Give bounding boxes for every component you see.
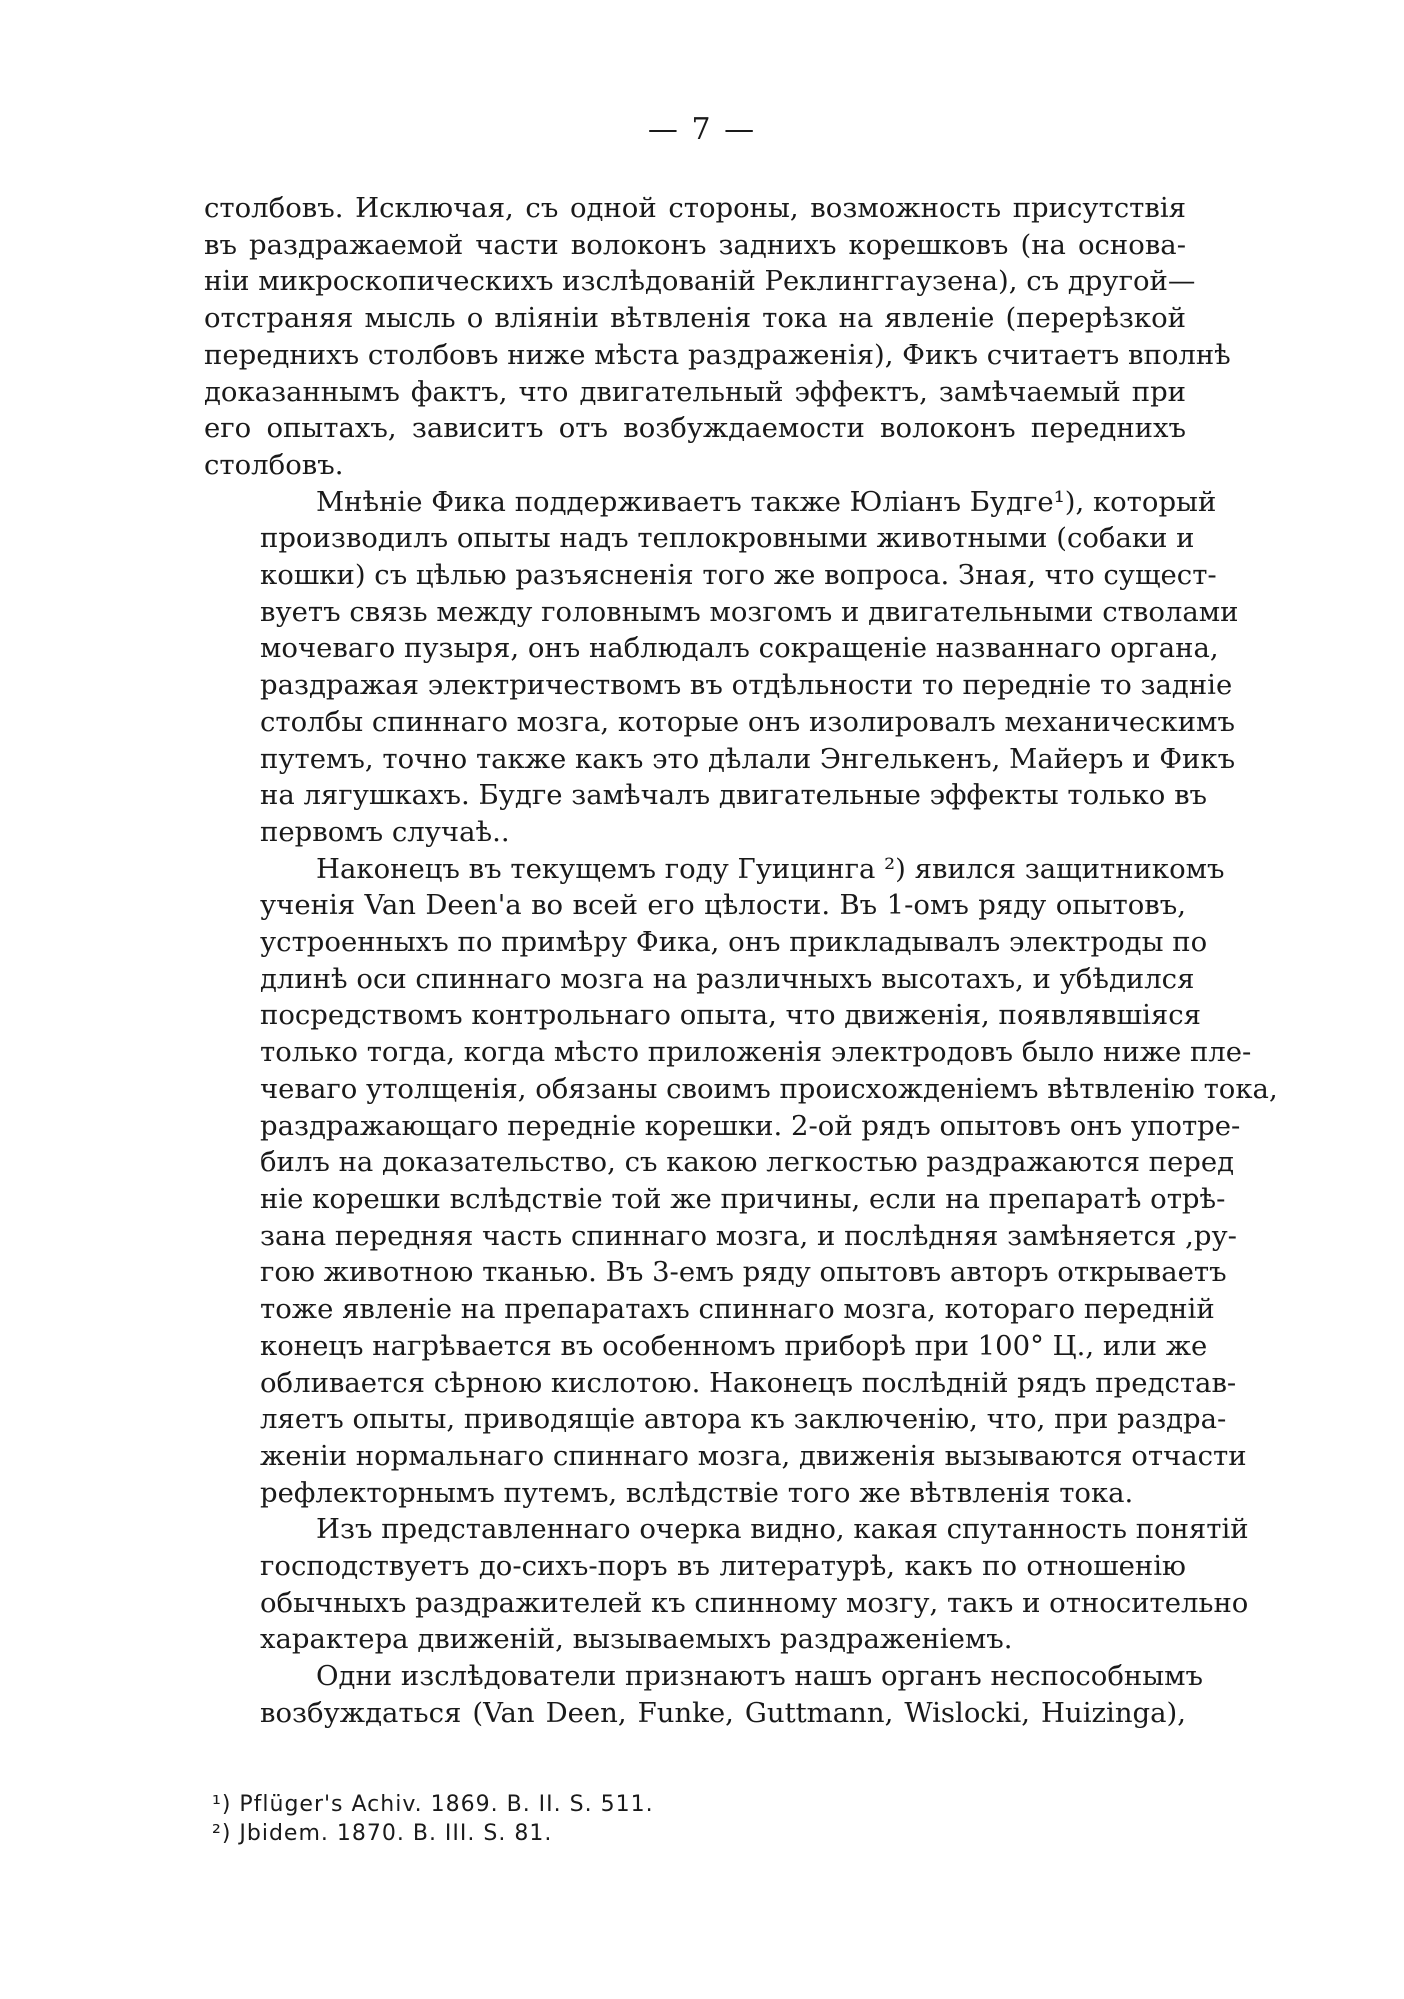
text-line: его опытахъ, зависитъ отъ возбуждаемости волоконъ переднихъ xyxy=(204,412,1186,445)
text-line: господствуетъ до-сихъ-поръ въ литературѣ, какъ по отношенію xyxy=(260,1550,1186,1583)
text-line: ніи микроскопическихъ изслѣдованій Реклинггаузена), съ другой— xyxy=(204,265,1196,298)
text-line: чеваго утолщенія, обязаны своимъ происхожденіемъ вѣтвленію тока, xyxy=(260,1072,1278,1105)
text-line: вуетъ связь между головнымъ мозгомъ и двигательными стволами xyxy=(260,595,1239,628)
text-line: возбуждаться (Van Deen, Funke, Guttmann, Wislocki, Huizinga), xyxy=(260,1696,1186,1729)
footnotes xyxy=(212,1790,1112,1848)
text-line: женіи нормальнаго спиннаго мозга, движенія вызываются отчасти xyxy=(260,1439,1247,1472)
paragraph-4 xyxy=(204,1511,1249,1658)
text-line: только тогда, когда мѣсто приложенія электродовъ было ниже пле- xyxy=(260,1036,1252,1069)
text-line: отстраняя мысль о вліяніи вѣтвленія тока на явленіе (перерѣзкой xyxy=(204,302,1186,335)
paragraph-5 xyxy=(204,1658,1203,1731)
text-line: конецъ нагрѣвается въ особенномъ приборѣ при 100° Ц., или же xyxy=(260,1329,1208,1362)
text-line: характера движеній, вызываемыхъ раздраженіемъ. xyxy=(260,1623,1013,1656)
text-line: путемъ, точно также какъ это дѣлали Энгелькенъ, Майеръ и Фикъ xyxy=(260,742,1236,775)
text-line: тоже явленіе на препаратахъ спиннаго мозга, котораго передній xyxy=(260,1293,1215,1326)
text-line: обливается сѣрною кислотою. Наконецъ послѣдній рядъ представ- xyxy=(260,1366,1237,1399)
text-line: посредствомъ контрольнаго опыта, что движенія, появлявшіяся xyxy=(260,999,1202,1032)
text-line: ученія Van Deen'а во всей его цѣлости. Въ 1-омъ ряду опытовъ, xyxy=(260,889,1186,922)
footnote-2: ²) Jbidem. 1870. B. III. S. 81. xyxy=(212,1821,553,1846)
paragraph-2 xyxy=(204,484,1239,851)
text-line: столбовъ. xyxy=(204,448,344,481)
text-line: столбовъ. Исключая, съ одной стороны, возможность присутствія xyxy=(204,192,1186,224)
text-line: обычныхъ раздражителей къ спинному мозгу, такъ и относительно xyxy=(260,1586,1249,1619)
text-line: Наконецъ въ текущемъ году Гуицинга ²) явился защитникомъ xyxy=(316,852,1225,885)
text-line: раздражающаго передніе корешки. 2-ой рядъ опытовъ онъ употре- xyxy=(260,1109,1241,1142)
text-line: первомъ случаѣ.. xyxy=(260,815,510,848)
text-line: Мнѣніе Фика поддерживаетъ также Юліанъ Будге¹), который xyxy=(316,485,1217,518)
text-line: Изъ представленнаго очерка видно, какая спутанность понятій xyxy=(316,1513,1249,1546)
text-line: ніе корешки вслѣдствіе той же причины, если на препаратѣ отрѣ- xyxy=(260,1182,1226,1215)
text-line: длинѣ оси спиннаго мозга на различныхъ высотахъ, и убѣдился xyxy=(260,962,1195,995)
text-line: переднихъ столбовъ ниже мѣста раздраженія), Фикъ считаетъ вполнѣ xyxy=(204,338,1231,371)
text-line: устроенныхъ по примѣру Фика, онъ прикладывалъ электроды по xyxy=(260,926,1208,959)
text-line: доказаннымъ фактъ, что двигательный эффектъ, замѣчаемый при xyxy=(204,375,1186,408)
text-line: столбы спиннаго мозга, которые онъ изолировалъ механическимъ xyxy=(260,705,1235,738)
text-line: производилъ опыты надъ теплокровными животными (собаки и xyxy=(260,522,1195,555)
text-line: гою животною тканью. Въ 3-емъ ряду опытовъ авторъ открываетъ xyxy=(260,1256,1227,1289)
text-line: на лягушкахъ. Будге замѣчалъ двигательные эффекты только въ xyxy=(260,779,1208,812)
text-line: мочеваго пузыря, онъ наблюдалъ сокращеніе названнаго органа, xyxy=(260,632,1219,665)
text-line: ляетъ опыты, приводящіе автора къ заключенію, что, при раздра- xyxy=(260,1403,1227,1436)
text-line: кошки) съ цѣлью разъясненія того же вопроса. Зная, что сущест- xyxy=(260,559,1217,592)
page-number: — 7 — xyxy=(647,112,757,147)
body-text xyxy=(204,190,1278,1732)
text-line: зана передняя часть спиннаго мозга, и послѣдняя замѣняется ,ру- xyxy=(260,1219,1237,1252)
paragraph-1 xyxy=(204,190,1231,484)
text-line: рефлекторнымъ путемъ, вслѣдствіе того же вѣтвленія тока. xyxy=(260,1476,1134,1509)
text-line: билъ на доказательство, съ какою легкостью раздражаются перед xyxy=(260,1146,1235,1179)
footnote-1: ¹) Pflüger's Achiv. 1869. B. II. S. 511. xyxy=(212,1792,654,1817)
text-line: раздражая электричествомъ въ отдѣльности то передніе то задніе xyxy=(260,669,1233,702)
text-line: Одни изслѣдователи признаютъ нашъ органъ неспособнымъ xyxy=(316,1660,1203,1693)
text-line: въ раздражаемой части волоконъ заднихъ корешковъ (на основа- xyxy=(204,228,1186,261)
paragraph-3 xyxy=(204,851,1278,1512)
